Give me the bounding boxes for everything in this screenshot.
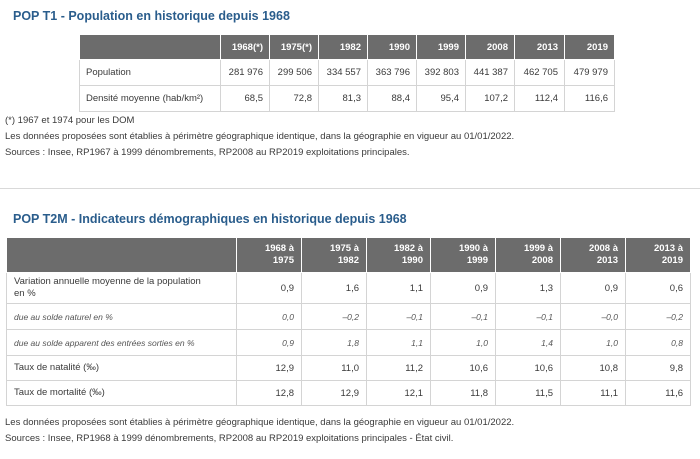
table-cell: 0,9 [561, 273, 626, 304]
table-cell: 363 796 [368, 60, 417, 86]
pop-t1-note: (*) 1967 et 1974 pour les DOM [5, 115, 135, 126]
row-label: Population [80, 60, 221, 86]
table-cell: 81,3 [319, 86, 368, 112]
table-cell: –0,1 [367, 304, 431, 330]
row-label: Taux de natalité (‰) [7, 356, 237, 381]
table-cell: 116,6 [565, 86, 615, 112]
table-cell: 441 387 [466, 60, 515, 86]
table-cell: 1,3 [496, 273, 561, 304]
column-header: 2019 [565, 35, 615, 60]
table-cell: 1,1 [367, 330, 431, 356]
table-cell: 12,9 [237, 356, 302, 381]
table-cell: 281 976 [221, 60, 270, 86]
table-cell: 299 506 [270, 60, 319, 86]
column-header: 1990 [368, 35, 417, 60]
table-cell: 11,5 [496, 381, 561, 406]
table-cell: 88,4 [368, 86, 417, 112]
table-row-variation [7, 273, 691, 304]
table-row-solde-naturel [7, 304, 691, 330]
table-cell: 0,6 [626, 273, 691, 304]
table-row-solde-apparent [7, 330, 691, 356]
table-cell: 12,8 [237, 381, 302, 406]
pop-t1-title: POP T1 - Population en historique depuis 1968 [13, 9, 290, 23]
table-cell: –0,0 [561, 304, 626, 330]
column-header: 1999 [417, 35, 466, 60]
pop-t1-sources: Sources : Insee, RP1967 à 1999 dénombrements, RP2008 au RP2019 exploitations principales. [5, 147, 410, 158]
pop-t2m-header-row [7, 238, 691, 273]
table-row-densite [80, 86, 615, 112]
pop-t2m-note: Les données proposées sont établies à périmètre géographique identique, dans la géographie en vigueur au 01/01/2022. [5, 417, 515, 428]
table-cell: 334 557 [319, 60, 368, 86]
table-cell: 0,8 [626, 330, 691, 356]
table-cell: 12,9 [302, 381, 367, 406]
table-cell: 1,8 [302, 330, 367, 356]
row-label: Variation annuelle moyenne de la population en % [7, 273, 237, 304]
column-header: 2013 à 2019 [626, 238, 691, 273]
table-row-population [80, 60, 615, 86]
table-cell: –0,1 [496, 304, 561, 330]
pop-t2m-title: POP T2M - Indicateurs démographiques en historique depuis 1968 [13, 212, 407, 226]
column-header: 1990 à 1999 [431, 238, 496, 273]
table-cell: 1,0 [561, 330, 626, 356]
table-cell: 112,4 [515, 86, 565, 112]
table-cell: 11,0 [302, 356, 367, 381]
table-cell: 11,2 [367, 356, 431, 381]
table-cell: 1,4 [496, 330, 561, 356]
column-header: 2013 [515, 35, 565, 60]
header-corner [80, 35, 221, 60]
row-label: Densité moyenne (hab/km²) [80, 86, 221, 112]
table-row-mortalite [7, 381, 691, 406]
pop-t1-note: Les données proposées sont établies à périmètre géographique identique, dans la géographie en vigueur au 01/01/2022. [5, 131, 515, 142]
column-header: 2008 [466, 35, 515, 60]
row-label: due au solde naturel en % [7, 304, 237, 330]
column-header: 1999 à 2008 [496, 238, 561, 273]
column-header: 2008 à 2013 [561, 238, 626, 273]
table-cell: 9,8 [626, 356, 691, 381]
table-cell: 68,5 [221, 86, 270, 112]
table-cell: 0,0 [237, 304, 302, 330]
row-label: Taux de mortalité (‰) [7, 381, 237, 406]
header-corner [7, 238, 237, 273]
column-header: 1975 à 1982 [302, 238, 367, 273]
table-cell: 0,9 [237, 273, 302, 304]
pop-t2m-sources: Sources : Insee, RP1968 à 1999 dénombrements, RP2008 au RP2019 exploitations principales - État civil. [5, 433, 454, 444]
table-cell: –0,2 [626, 304, 691, 330]
pop-t2m-table [6, 237, 691, 406]
table-row-natalite [7, 356, 691, 381]
row-label: due au solde apparent des entrées sorties en % [7, 330, 237, 356]
column-header: 1982 à 1990 [367, 238, 431, 273]
table-cell: 0,9 [431, 273, 496, 304]
table-cell: 479 979 [565, 60, 615, 86]
section-divider [0, 188, 700, 189]
column-header: 1968 à 1975 [237, 238, 302, 273]
pop-t1-header-row [80, 35, 615, 60]
column-header: 1982 [319, 35, 368, 60]
table-cell: 12,1 [367, 381, 431, 406]
column-header: 1975(*) [270, 35, 319, 60]
table-cell: 72,8 [270, 86, 319, 112]
table-cell: –0,2 [302, 304, 367, 330]
table-cell: –0,1 [431, 304, 496, 330]
pop-t1-table [79, 34, 615, 112]
table-cell: 10,6 [431, 356, 496, 381]
table-cell: 107,2 [466, 86, 515, 112]
table-cell: 392 803 [417, 60, 466, 86]
table-cell: 10,6 [496, 356, 561, 381]
column-header: 1968(*) [221, 35, 270, 60]
table-cell: 462 705 [515, 60, 565, 86]
table-cell: 11,1 [561, 381, 626, 406]
table-cell: 11,8 [431, 381, 496, 406]
table-cell: 1,6 [302, 273, 367, 304]
table-cell: 1,1 [367, 273, 431, 304]
table-cell: 95,4 [417, 86, 466, 112]
table-cell: 10,8 [561, 356, 626, 381]
table-cell: 0,9 [237, 330, 302, 356]
table-cell: 1,0 [431, 330, 496, 356]
table-cell: 11,6 [626, 381, 691, 406]
